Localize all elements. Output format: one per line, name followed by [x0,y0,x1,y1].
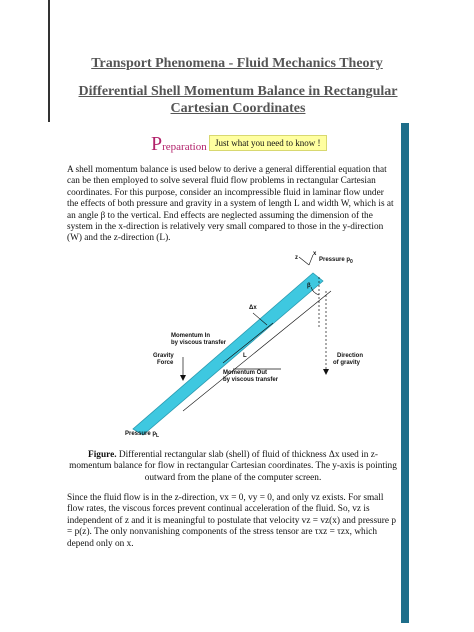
gravity-label-1: Gravity [153,353,174,359]
pressure-bottom-label: Pressure $p_L$ [125,431,160,439]
gravity-arrowhead [323,369,329,375]
body-paragraph: Since the fluid flow is in the z-direction, vx = 0, vy = 0, and only vz exists. For small flow rates, the viscous forces prevent continual acceleration of the fluid. So, vz is independent of z and it is meaningful to postulate that velocity vz = vz(x) and pressure p = p(z). The only nonvanishing components of the stress tensor are τxz = τzx, which depend only on x. [67,493,396,549]
axis-x-label: x [313,251,317,257]
direction-label-2: of gravity [333,360,361,366]
caption-text: Differential rectangular slab (shell) of fluid of thickness Δx used in z-momentum balance for flow in rectangular Cartesian coordinates. The y-axis is pointing outward from the plane of the computer screen. [69,450,397,483]
gravity-force-arrowhead [180,375,186,381]
beta-label: β [307,283,311,289]
page-subtitle: Differential Shell Momentum Balance in Rectangular Cartesian Coordinates [78,84,398,116]
figure-caption [69,450,397,484]
slab-diagram [123,251,363,451]
page-title: Transport Phenomena - Fluid Mechanics Theory [91,56,383,71]
direction-label-1: Direction [337,353,363,359]
preparation-initial: P [151,133,163,155]
preparation-rest: reparation [162,141,207,153]
z-axis-line [299,257,309,265]
preparation-badge: Just what you need to know ! [209,135,327,151]
momentum-in-label-2: by viscous transfer [171,340,227,346]
intro-paragraph: A shell momentum balance is used below to derive a general differential equation that can be then employed to solve several fluid flow problems in rectangular Cartesian coordinates. For this purpose, consider an incompressible fluid in laminar flow under the effects of both pressure and gravity in a system of length L and width W, which is at an angle β to the vertical. End effects are neglected assuming the dimension of the system in the x-direction is relatively very small compared to those in the y-direction (W) and the z-direction (L). [67,165,394,244]
caption-label: Figure. [88,450,117,460]
axis-z-label: z [295,255,298,261]
momentum-out-label-1: Momentum Out [223,370,267,376]
momentum-in-label-1: Momentum In [171,333,210,339]
length-dimension-line [183,291,331,411]
momentum-out-label-2: by viscous transfer [223,377,279,383]
slab-figure [123,251,363,451]
content-section [63,123,409,623]
delta-x-label: Δx [249,305,257,311]
pressure-top-label: Pressure $p_0$ [319,257,353,265]
preparation-heading [151,133,207,156]
gravity-label-2: Force [157,360,174,366]
length-label: L [243,353,247,359]
